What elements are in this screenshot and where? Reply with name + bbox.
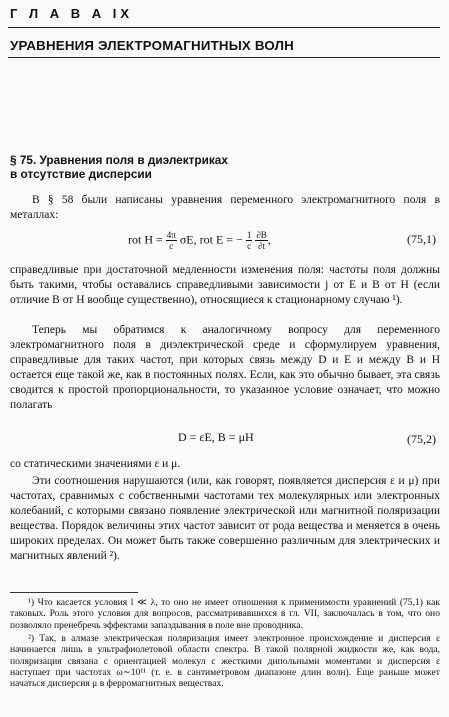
- formula-75-1-expr: [128, 230, 271, 251]
- section-title: [10, 153, 228, 181]
- paragraph-1-text: В § 58 были написаны уравнения переменного электромагнитного поля в металлах:: [10, 194, 440, 221]
- fraction-num: 4π: [166, 230, 176, 240]
- formula-75-1: [10, 228, 440, 250]
- fraction-num: 1: [246, 230, 252, 240]
- fraction-den: ∂t: [258, 241, 266, 251]
- section-title-line1: § 75. Уравнения поля в диэлектриках: [10, 153, 228, 167]
- fraction-4pi-over-c: [166, 230, 177, 251]
- footnote-rule: [10, 592, 138, 593]
- chapter-title: УРАВНЕНИЯ ЭЛЕКТРОМАГНИТНЫХ ВОЛН: [10, 38, 294, 53]
- header-rule-top: [8, 27, 440, 28]
- equation-number-75-2: (75,2): [407, 432, 436, 446]
- paragraph-2: [10, 263, 440, 308]
- fraction-den: c: [169, 241, 174, 251]
- fraction-dB-over-dt: [255, 230, 267, 251]
- chapter-label: Г Л А В А IX: [10, 6, 133, 21]
- formula-75-2-expr: D = εE, B = μH: [178, 430, 254, 444]
- footnote-1-text: ¹) Что касается условия l ≪ λ, то оно не имеет отношения к применимости уравнений (75,1) как таковых. Роль этого условия для вопросов, рассматривавшихся в гл. VII, заключалась в том, что оно позволяло пренебречь эффектами запаздывания в поле вне проводника.: [10, 597, 440, 631]
- paragraph-4: [10, 457, 440, 472]
- footnote-2-text: ²) Так, в алмазе электрическая поляризация имеет электронное происхождение и дисперсия ε начинается лишь в ультрафиолетовой области спектра. В такой полярной жидкости же, как вода, поляризация связана с ориентацией молекул с жесткими дипольными моментами и дисперсия ε наступает при частотах ω∼10¹¹ (т. е. в сантиметровом диапазоне длин волн). Еще раньше может начаться дисперсия μ в ферромагнитных веществах.: [10, 633, 440, 690]
- formula-75-2: [10, 428, 440, 450]
- paragraph-5-text: Эти соотношения нарушаются (или, как говорят, появляется дисперсия ε и μ) при частотах, сравнимых с собственными частотами тех молекулярных или электронных колебаний, с которыми связано появление электрической или магнитной поляризации вещества. Порядок величины этих частот зависит от рода вещества и меняется в очень широких пределах. Он может быть также совершенно различным для электрических и магнитных явлений ²).: [10, 475, 440, 562]
- formula-75-1-mid: σE, rot E = −: [176, 232, 246, 247]
- fraction-1-over-c: [246, 230, 253, 251]
- paragraph-4-text: со статическими значениями ε и μ.: [10, 458, 181, 470]
- fraction-num: ∂B: [256, 230, 267, 240]
- paragraph-1: [10, 193, 440, 223]
- footnote-2: [10, 633, 440, 689]
- section-title-line2: в отсутствие дисперсии: [10, 167, 152, 181]
- equation-number-75-1: (75,1): [407, 232, 436, 246]
- formula-75-1-end: ,: [267, 232, 271, 247]
- header-rule-bottom: [8, 57, 440, 58]
- paragraph-3: [10, 323, 440, 413]
- paragraph-3-text: Теперь мы обратимся к аналогичному вопросу для переменного электромагнитного поля в диэлектрической среде и сформулируем уравнения, справедливые для таких частот, при которых связь между D и E и между B и H остается еще такой же, как в постоянных полях. Если, как это обычно бывает, эта связь сводится к простой пропорциональности, то указанное условие означает, что можно полагать: [10, 324, 440, 411]
- footnote-1: [10, 597, 440, 631]
- paragraph-5: [10, 474, 440, 564]
- paragraph-2-text: справедливые при достаточной медленности изменения поля: частоты поля должны быть такими, чтобы оставались справедливыми зависимости j от E и B от H (если отличие B от H вообще существенно), относящиеся к стационарному случаю ¹).: [10, 264, 440, 306]
- formula-75-1-left: rot H =: [128, 232, 166, 247]
- fraction-den: c: [247, 241, 252, 251]
